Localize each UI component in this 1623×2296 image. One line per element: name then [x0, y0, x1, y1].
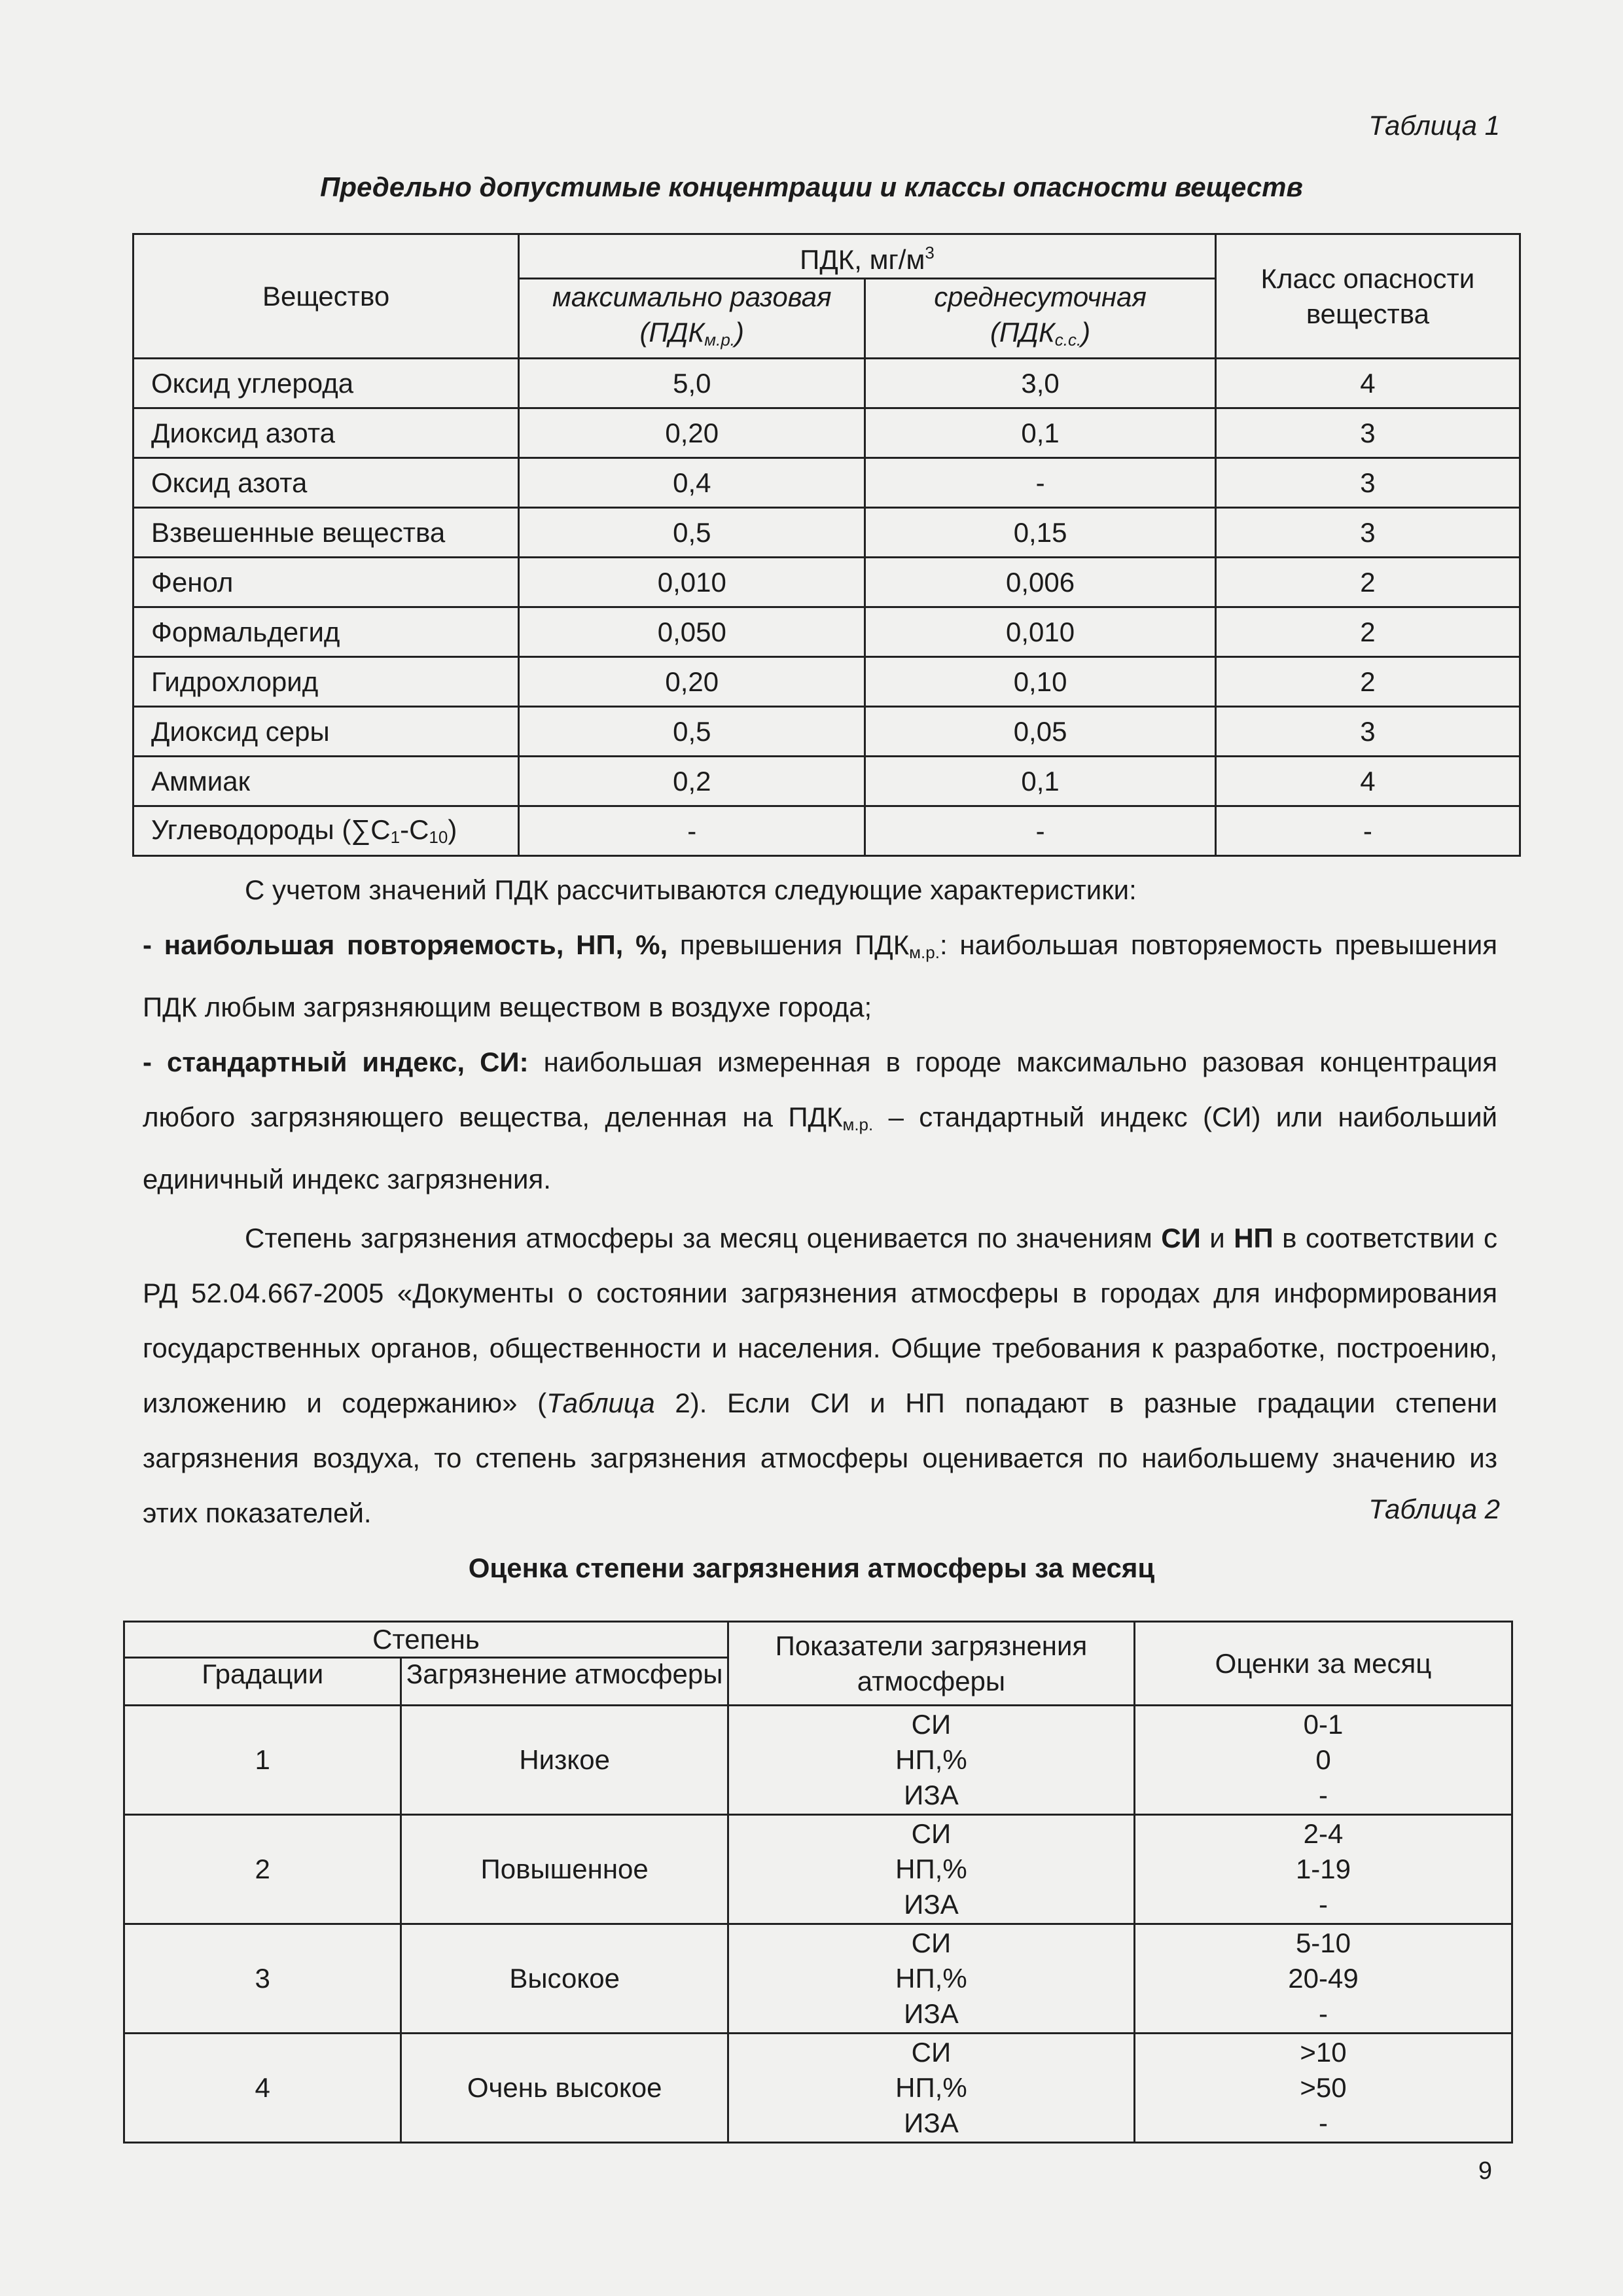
- table-row: Аммиак 0,2 0,1 4: [134, 757, 1520, 806]
- paragraph-assessment: Степень загрязнения атмосферы за месяц оценивается по значениям СИ и НП в соответствии с РД 52.04.667-2005 «Документы о состоянии загрязнения атмосферы в городах для информирования государственных органов, общественности и населения. Общие требования к разработке, построению, изложению и содержанию» (Таблица 2). Если СИ и НП попадают в разные градации степени загрязнения воздуха, то степень загрязнения атмосферы оценивается по наибольшему значению из этих показателей.: [143, 1223, 1497, 1528]
- table-row: Оксид азота 0,4 - 3: [134, 458, 1520, 508]
- t2-header-estimates: Оценки за месяц: [1134, 1622, 1512, 1706]
- t1-header-class: Класс опасности вещества: [1215, 234, 1520, 359]
- body-text: [143, 863, 1497, 1541]
- table1-pdk: [132, 233, 1521, 857]
- table-row: 4 Очень высокое СИ НП,% ИЗА >10 >50 -: [124, 2034, 1512, 2143]
- table-row: Оксид углерода 5,0 3,0 4: [134, 359, 1520, 408]
- table-row: Взвешенные вещества 0,5 0,15 3: [134, 508, 1520, 558]
- table1-title: Предельно допустимые концентрации и классы опасности веществ: [320, 171, 1303, 202]
- paragraph-intro: С учетом значений ПДК рассчитываются следующие характеристики:: [245, 874, 1137, 905]
- table-row: 3 Высокое СИ НП,% ИЗА 5-10 20-49 -: [124, 1924, 1512, 2034]
- t2-header-indicators: Показатели загрязнения атмосферы: [728, 1622, 1134, 1706]
- t1-header-substance: Вещество: [134, 234, 519, 359]
- table-row: Диоксид серы 0,5 0,05 3: [134, 707, 1520, 757]
- table-row: Углеводороды $(\sum С_1-С_{10})$ - - -: [134, 806, 1520, 856]
- t1-header-max: максимально разовая $(ПДК_{м.р.})$: [519, 279, 865, 359]
- paragraph-si: - стандартный индекс, СИ: наибольшая измеренная в городе максимально разовая концентрация любого загрязняющего вещества, деленная на $ПДК_{м.р.}$ – стандартный индекс (СИ) или наибольший единичный индекс загрязнения.: [143, 1047, 1498, 1194]
- page-number: 9: [1478, 2157, 1492, 2185]
- table-row: Формальдегид 0,050 0,010 2: [134, 607, 1520, 657]
- table2-title: Оценка степени загрязнения атмосферы за месяц: [468, 1552, 1155, 1583]
- t2-header-degree: Степень: [124, 1622, 728, 1658]
- t2-header-pollution: Загрязнение атмосферы: [401, 1658, 728, 1706]
- t1-header-avg: среднесуточная $(ПДК_{с.с.})$: [865, 279, 1215, 359]
- table2-assessment: [123, 1621, 1513, 2144]
- table-row: Гидрохлорид 0,20 0,10 2: [134, 657, 1520, 707]
- t1-header-pdk: ПДК, $мг/м^3$: [519, 234, 1216, 279]
- table1-caption: Таблица 1: [1368, 110, 1500, 141]
- table-row: Диоксид азота 0,20 0,1 3: [134, 408, 1520, 458]
- paragraph-np: - наибольшая повторяемость, НП, %, превышения $ПДК_{м.р.}$: наибольшая повторяемость превышения ПДК любым загрязняющим веществом в воздухе города;: [143, 929, 1497, 1022]
- table-row: 2 Повышенное СИ НП,% ИЗА 2-4 1-19 -: [124, 1815, 1512, 1924]
- t2-header-gradation: Градации: [124, 1658, 401, 1706]
- table-row: Фенол 0,010 0,006 2: [134, 558, 1520, 607]
- table2-caption: Таблица 2: [1368, 1494, 1500, 1524]
- table-row: 1 Низкое СИ НП,% ИЗА 0-1 0 -: [124, 1706, 1512, 1815]
